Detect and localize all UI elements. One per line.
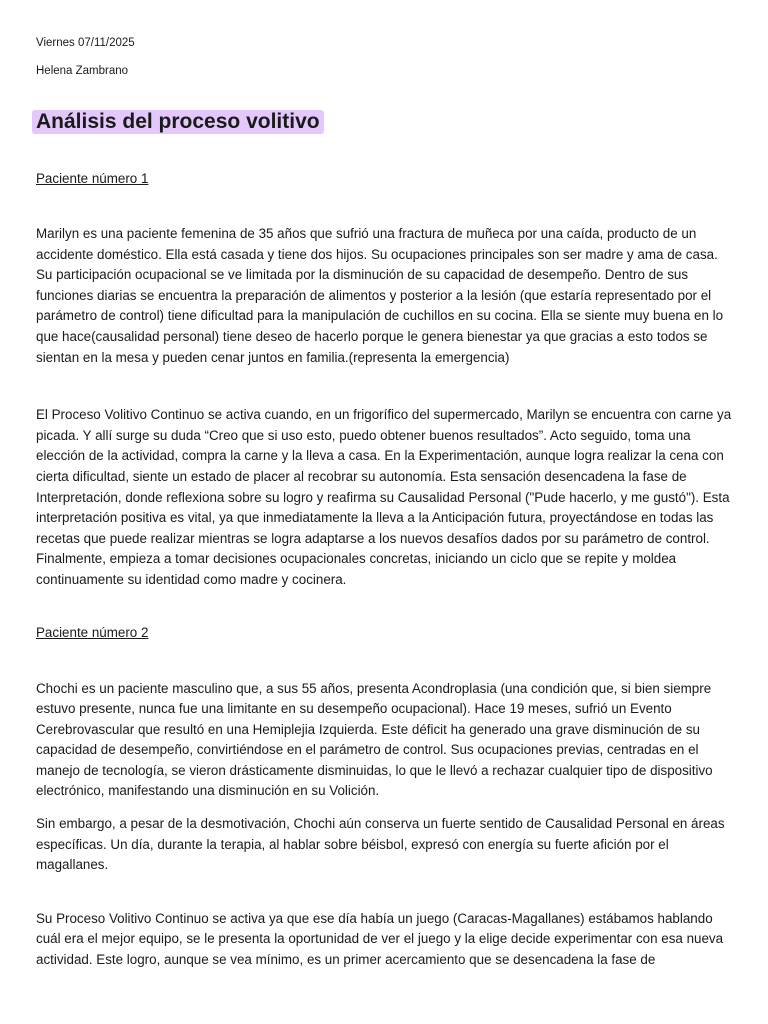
paragraph: Sin embargo, a pesar de la desmotivación, Chochi aún conserva un fuerte sentido de Causalidad Personal en áreas específicas. Un día, durante la terapia, al hablar sobre béisbol, expresó con energía su fuerte afición por el magallanes. [36, 816, 725, 873]
paragraph: Marilyn es una paciente femenina de 35 años que sufrió una fractura de muñeca por una caída, producto de un accidente doméstico. Ella está casada y tiene dos hijos. Su ocupaciones principales son ser madre y ama de casa. Su participación ocupacional se ve limitada por la disminución de su capacidad de desempeño. Dentro de sus funciones diarias se encuentra la preparación de alimentos y posterior a la lesión (que estaría representado por el parámetro de control) tiene dificultad para la manipulación de cuchillos en su cocina. Ella se siente muy buena en lo que hace(causalidad personal) tiene deseo de hacerlo porque le genera bienestar ya que gracias a esto todos se sientan en la mesa y pueden cenar juntos en familia.(representa la emergencia) [36, 226, 724, 365]
title-container [32, 110, 736, 134]
section-heading-patient-1: Paciente número 1 [36, 171, 149, 186]
paragraph: El Proceso Volitivo Continuo se activa cuando, en un frigorífico del supermercado, Marilyn se encuentra con carne ya picada. Y allí surge su duda “Creo que si uso esto, puedo obtener buenos resultados”. Acto seguido, toma una elección de la actividad, compra la carne y la lleva a casa. En la Experimentación, aunque logra realizar la cena con cierta dificultad, siente un estado de placer al recobrar su autonomía. Esta sensación desencadena la fase de Interpretación, donde reflexiona sobre su logro y reafirma su Causalidad Personal ("Pude hacerlo, y me gustó"). Esta interpretación positiva es vital, ya que inmediatamente la lleva a la Anticipación futura, proyectándose en todas las recetas que puede realizar mientras se logra adaptarse a los nuevos desafíos dados por su parámetro de control. Finalmente, empieza a tomar decisiones ocupacionales concretas, iniciando un ciclo que se repite y moldea continuamente su identidad como madre y cocinera. [36, 407, 732, 587]
document-title: Análisis del proceso volitivo [32, 110, 324, 134]
section-heading-patient-2: Paciente número 2 [36, 624, 149, 640]
paragraph: Chochi es un paciente masculino que, a sus 55 años, presenta Acondroplasia (una condición que, si bien siempre estuvo presente, nunca fue una limitante en su desempeño ocupacional). Hace 19 meses, sufrió un Evento Cerebrovascular que resultó en una Hemiplejia Izquierda. Este déficit ha generado una grave disminución de su capacidad de desempeño, convirtiéndose en el parámetro de control. Sus ocupaciones previas, centradas en el manejo de tecnología, se vieron drásticamente disminuidas, lo que le llevó a rechazar cualquier tipo de dispositivo electrónico, manifestando una disminución en su Volición. [36, 680, 713, 799]
document-date: Viernes 07/11/2025 [36, 37, 135, 49]
paragraph: Su Proceso Volitivo Continuo se activa ya que ese día había un juego (Caracas-Magallanes) estábamos hablando cuál era el mejor equipo, se le presenta la oportunidad de ver el juego y la elige decide experimentar con esa nueva actividad. Este logro, aunque se vea mínimo, es un primer acercamiento que se desencadena la fase de [36, 910, 724, 968]
document-author: Helena Zambrano [36, 65, 129, 77]
